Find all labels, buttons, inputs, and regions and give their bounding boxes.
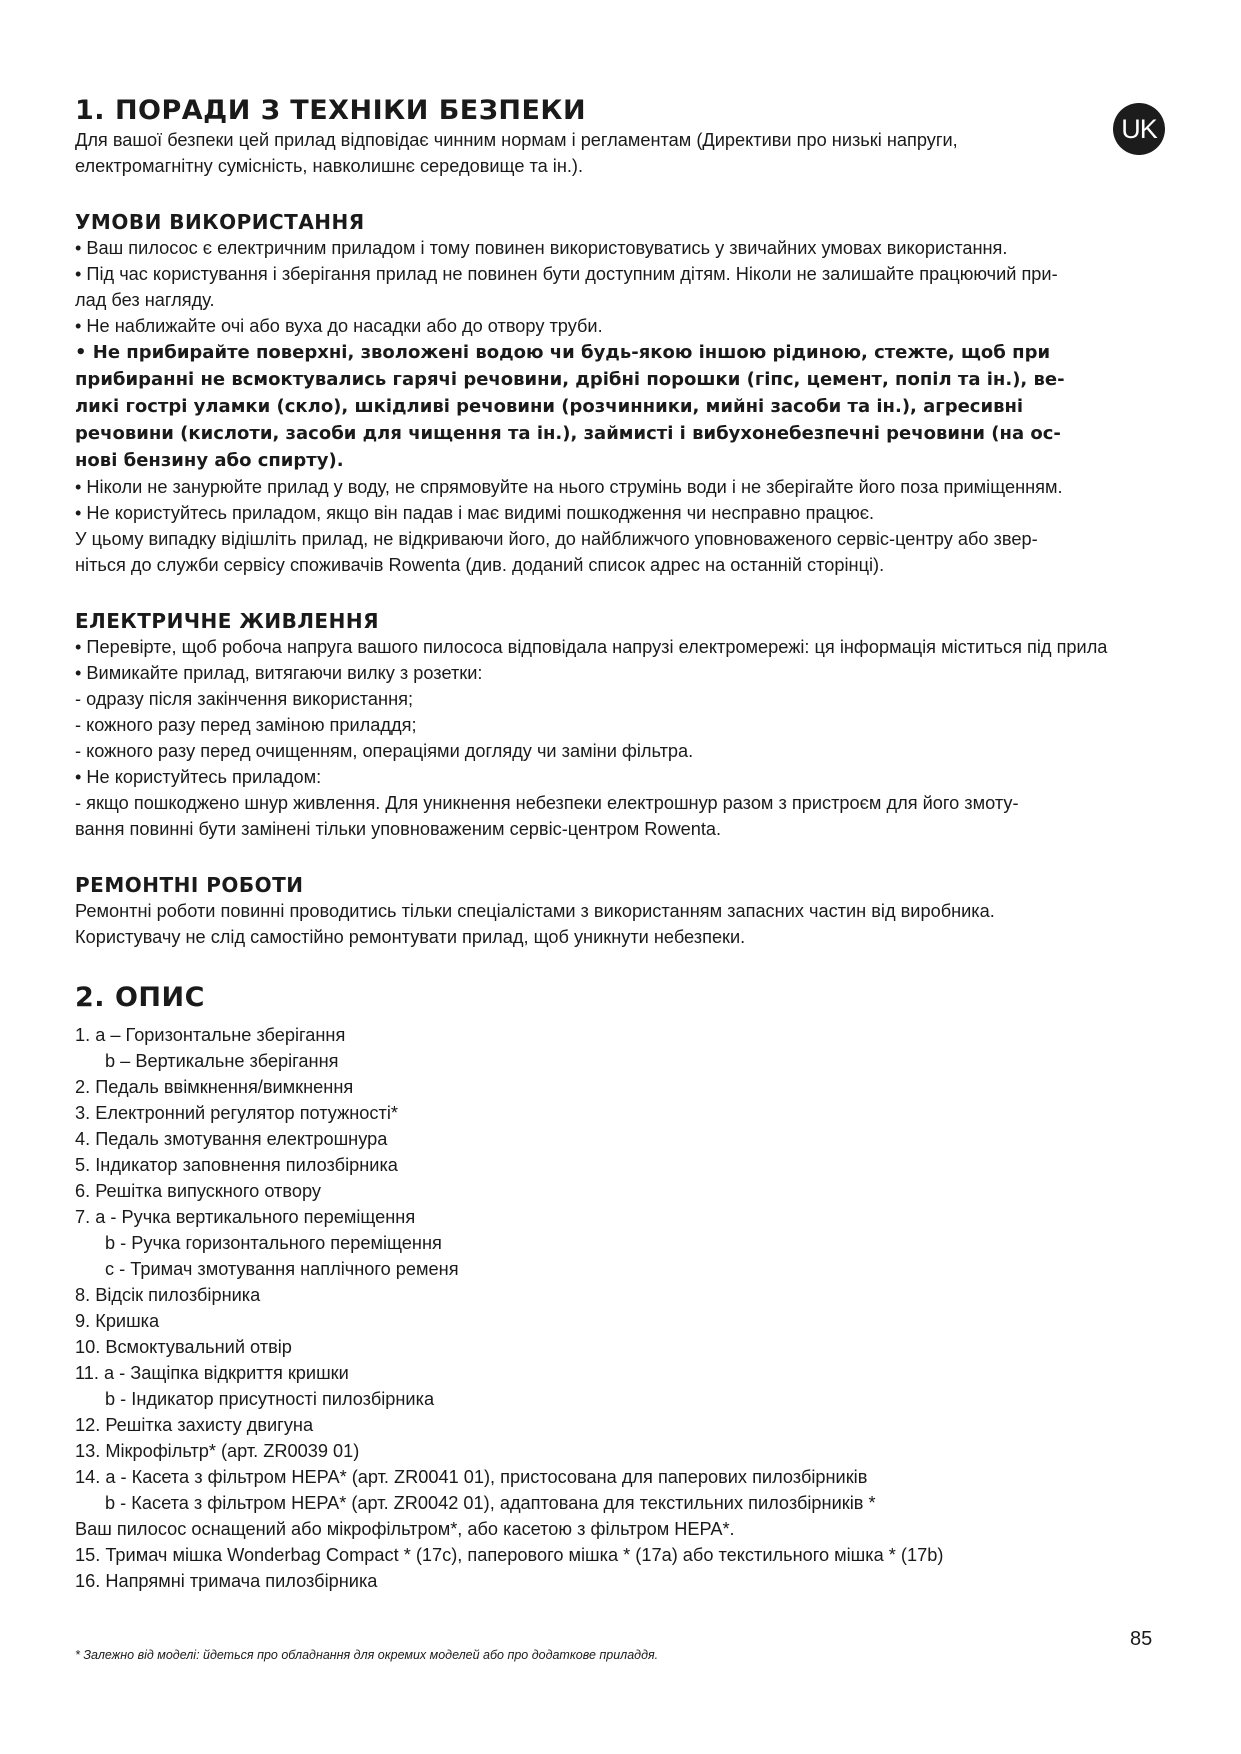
list-item: 7. a - Ручка вертикального переміщення	[75, 1207, 416, 1227]
section-2-title: 2. ОПИС	[75, 982, 205, 1013]
usage-line: лад без нагляду.	[75, 290, 215, 310]
repair-title: РЕМОНТНІ РОБОТИ	[75, 873, 304, 897]
usage-line: • Ваш пилосос є електричним приладом і тому повинен використовуватись у звичайних умовах використання.	[75, 238, 1008, 258]
power-title: ЕЛЕКТРИЧНЕ ЖИВЛЕННЯ	[75, 609, 379, 633]
list-item: c - Тримач змотування наплічного ременя	[105, 1259, 459, 1279]
power-text	[75, 634, 1210, 842]
section-1-title: 1. ПОРАДИ З ТЕХНІКИ БЕЗПЕКИ	[75, 95, 587, 126]
usage-line: У цьому випадку відішліть прилад, не відкриваючи його, до найближчого уповноваженого сервіс-центру або звер-	[75, 529, 1038, 549]
power-line: • Вимикайте прилад, витягаючи вилку з розетки:	[75, 663, 483, 683]
list-item: 12. Решітка захисту двигуна	[75, 1415, 314, 1435]
page-content	[75, 95, 1210, 1594]
intro-line: Для вашої безпеки цей прилад відповідає чинним нормам і регламентам (Директиви про низькі напруги,	[75, 130, 958, 150]
list-item: 14. a - Касета з фільтром HEPA* (арт. ZR0041 01), пристосована для паперових пилозбірників	[75, 1467, 868, 1487]
power-line: - кожного разу перед очищенням, операціями догляду чи заміни фільтра.	[75, 741, 694, 761]
power-line: - одразу після закінчення використання;	[75, 689, 414, 709]
list-item: 13. Мікрофільтр* (арт. ZR0039 01)	[75, 1441, 360, 1461]
power-line: - якщо пошкоджено шнур живлення. Для уникнення небезпеки електрошнур разом з пристроєм для його змоту-	[75, 793, 1019, 813]
list-item: 3. Електронний регулятор потужності*	[75, 1103, 398, 1123]
list-item: b – Вертикальне зберігання	[105, 1051, 339, 1071]
list-item: 1. a – Горизонтальне зберігання	[75, 1025, 346, 1045]
list-item: 15. Тримач мішка Wonderbag Compact * (17c), паперового мішка * (17a) або текстильного мішка * (17b)	[75, 1545, 944, 1565]
power-line: • Перевірте, щоб робоча напруга вашого пилососа відповідала напрузі електромережі: ця інформація міститься під прила	[75, 637, 1108, 657]
list-item: 9. Кришка	[75, 1311, 160, 1331]
list-item: 2. Педаль ввімкнення/вимкнення	[75, 1077, 354, 1097]
list-item: 10. Всмоктувальний отвір	[75, 1337, 292, 1357]
warning-line: • Не прибирайте поверхні, зволожені водою чи будь-якою іншою рідиною, стежте, щоб при	[75, 342, 1051, 363]
intro-line: електромагнітну сумісність, навколишнє середовище та ін.).	[75, 156, 584, 176]
usage-line: • Ніколи не занурюйте прилад у воду, не спрямовуйте на нього струмінь води і не зберігайте його поза приміщенням.	[75, 477, 1063, 497]
list-item: 6. Решітка випускного отвору	[75, 1181, 321, 1201]
usage-line: • Не користуйтесь приладом, якщо він падав і має видимі пошкодження чи несправно працює.	[75, 503, 875, 523]
repair-line: Ремонтні роботи повинні проводитись тільки спеціалістами з використанням запасних частин від виробника.	[75, 901, 995, 921]
warning-line: речовини (кислоти, засоби для чищення та ін.), займисті і вибухонебезпечні речовини (на ос-	[75, 423, 1061, 444]
power-line: • Не користуйтесь приладом:	[75, 767, 322, 787]
list-item: 4. Педаль змотування електрошнура	[75, 1129, 388, 1149]
usage-line: ніться до служби сервісу споживачів Rowenta (див. доданий список адрес на останній сторінці).	[75, 555, 885, 575]
warning-line: прибиранні не всмоктувались гарячі речовини, дрібні порошки (гіпс, цемент, попіл та ін.), ве-	[75, 369, 1065, 390]
list-item: 16. Напрямні тримача пилозбірника	[75, 1571, 378, 1591]
usage-line: • Не наближайте очі або вуха до насадки або до отвору труби.	[75, 316, 603, 336]
list-item: b - Касета з фільтром HEPA* (арт. ZR0042 01), адаптована для текстильних пилозбірників *	[105, 1493, 876, 1513]
warning-line: ликі гострі уламки (скло), шкідливі речовини (розчинники, мийні засоби та ін.), агресивні	[75, 396, 1024, 417]
list-item: b - Ручка горизонтального переміщення	[105, 1233, 442, 1253]
footnote: * Залежно від моделі: йдеться про обладнання для окремих моделей або про додаткове приладдя.	[75, 1648, 659, 1662]
list-item: b - Індикатор присутності пилозбірника	[105, 1389, 435, 1409]
page-number: 85	[1130, 1628, 1153, 1650]
language-badge: UK	[1113, 103, 1165, 155]
usage-title: УМОВИ ВИКОРИСТАННЯ	[75, 210, 365, 234]
list-item: 5. Індикатор заповнення пилозбірника	[75, 1155, 398, 1175]
list-item: Ваш пилосос оснащений або мікрофільтром*, або касетою з фільтром HEPA*.	[75, 1519, 735, 1539]
description-list	[75, 1022, 1210, 1594]
list-item: 8. Відсік пилозбірника	[75, 1285, 261, 1305]
repair-text	[75, 898, 1210, 950]
usage-line: • Під час користування і зберігання прилад не повинен бути доступним дітям. Ніколи не залишайте працюючий при-	[75, 264, 1058, 284]
list-item: 11. a - Защіпка відкриття кришки	[75, 1363, 349, 1383]
warning-line: нові бензину або спирту).	[75, 450, 344, 471]
power-line: вання повинні бути замінені тільки уповноваженим сервіс-центром Rowenta.	[75, 819, 722, 839]
section-1-intro	[75, 127, 1210, 179]
repair-line: Користувачу не слід самостійно ремонтувати прилад, щоб уникнути небезпеки.	[75, 927, 746, 947]
power-line: - кожного разу перед заміною приладдя;	[75, 715, 417, 735]
usage-text	[75, 235, 1210, 578]
